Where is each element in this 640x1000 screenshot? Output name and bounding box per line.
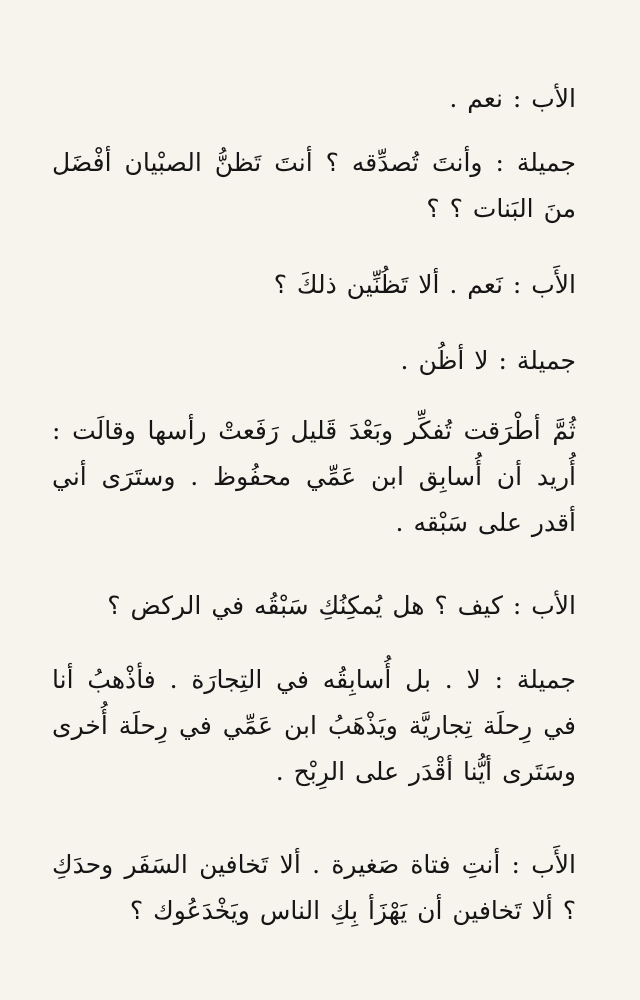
dialogue-paragraph [52,657,576,795]
speaker-name: الأب [531,591,576,620]
speaker-separator: : [482,148,517,177]
speaker-name: الأَب [531,270,576,299]
speaker-separator: : [480,665,517,694]
speaker-name: الأَب [531,850,576,879]
dialogue-paragraph [52,262,576,308]
dialogue-text: نعم . [449,84,503,113]
dialogue-paragraph [52,842,576,934]
dialogue-text: أنتِ فتاة صَغيرة . ألا تَخافين السَفَر وحدَكِ ؟ ألا تَخافين أن يَهْزَأ بِكِ الناس ويَخْدَعُوك ؟ [52,850,576,925]
speaker-separator: : [502,591,532,620]
speaker-separator: : [502,270,532,299]
dialogue-text: كيف ؟ هل يُمكِنُكِ سَبْقُه في الركض ؟ [107,591,503,620]
speaker-name: الأب [531,84,576,113]
dialogue-text: لا أظُن . [400,346,489,375]
dialogue-paragraph [52,76,576,122]
narration-paragraph [52,408,576,546]
dialogue-paragraph [52,338,576,384]
speaker-name: جميلة [516,665,576,694]
speaker-name: جميلة [516,346,576,375]
speaker-separator: : [500,850,532,879]
dialogue-text: لا . بل أُسابِقُه في التِجارَة . فأذْهبُ أنا في رِحلَة تِجاريَّة ويَذْهَبُ ابن عَمِّي في رِحلَة أُخرى وسَتَرى أيُّنا أقْدَر على الرِبْح . [52,665,576,786]
narration-text: ثُمَّ أطْرَقت تُفكِّر وبَعْدَ قَليل رَفَعتْ رأسها وقالَت : أُريد أن أُسابِق ابن عَمِّي محفُوظ . وستَرَى أني أقدر على سَبْقه . [52,416,576,537]
speaker-separator: : [488,346,517,375]
dialogue-text: وأنتَ تُصدِّقه ؟ أنتَ تَظنُّ الصبْيان أفْضَل منَ البَنات ؟ ؟ [52,148,576,223]
dialogue-paragraph [52,583,576,629]
dialogue-paragraph [52,140,576,232]
dialogue-text: نَعم . ألا تَظُنِّين ذلكَ ؟ [273,270,503,299]
speaker-name: جميلة [516,148,576,177]
speaker-separator: : [502,84,532,113]
